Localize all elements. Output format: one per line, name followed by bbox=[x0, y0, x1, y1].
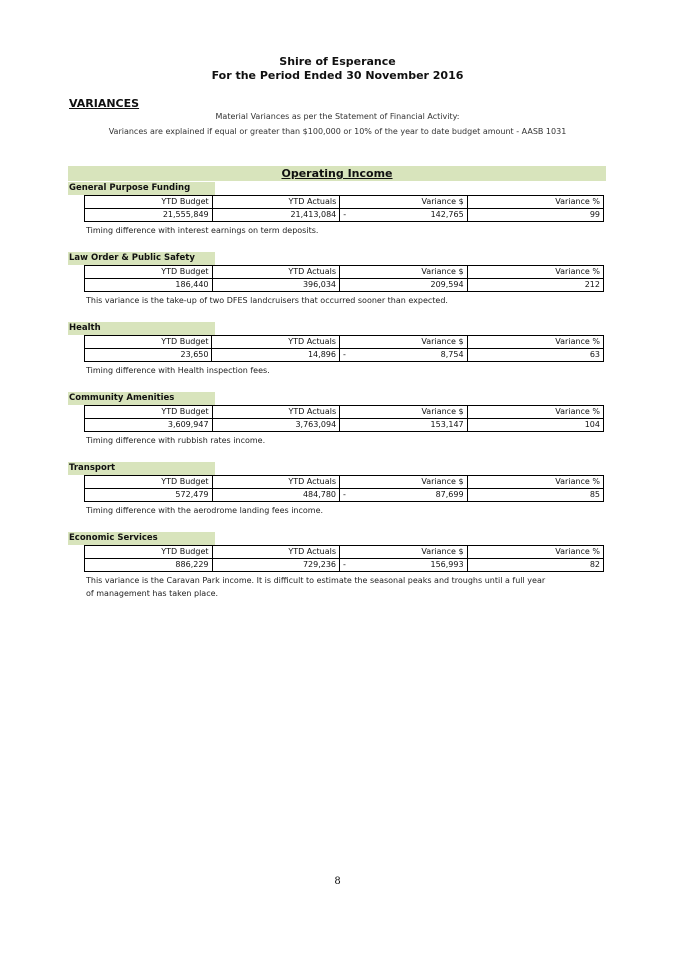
variance-value: 209,594 bbox=[430, 280, 464, 289]
section-general-purpose-funding bbox=[68, 182, 608, 237]
page-number: 8 bbox=[334, 876, 341, 887]
cell-variance-dollar bbox=[340, 559, 468, 572]
header-variance-dollar: Variance $ bbox=[340, 476, 468, 489]
header-variance-dollar: Variance $ bbox=[339, 336, 467, 349]
document-period-title: For the Period Ended 30 November 2016 bbox=[211, 69, 464, 82]
negative-sign: - bbox=[343, 490, 346, 499]
document-org-title: Shire of Esperance bbox=[279, 55, 396, 68]
section-title: General Purpose Funding bbox=[68, 182, 215, 195]
header-variance-dollar: Variance $ bbox=[340, 546, 468, 559]
header-variance-pct: Variance % bbox=[467, 336, 603, 349]
header-ytd-budget: YTD Budget bbox=[85, 196, 213, 209]
section-economic-services bbox=[68, 532, 608, 600]
header-ytd-actuals: YTD Actuals bbox=[212, 476, 340, 489]
cell-ytd-budget: 3,609,947 bbox=[85, 419, 213, 432]
header-variance-pct: Variance % bbox=[467, 476, 603, 489]
negative-sign: - bbox=[343, 210, 347, 219]
table-row bbox=[85, 209, 604, 222]
header-variance-pct: Variance % bbox=[467, 546, 603, 559]
cell-variance-dollar bbox=[340, 419, 467, 432]
variance-value: 156,993 bbox=[430, 560, 464, 569]
cell-ytd-actuals: 14,896 bbox=[212, 349, 339, 362]
section-note: Timing difference with the aerodrome landing fees income. bbox=[86, 506, 324, 515]
section-note: This variance is the take-up of two DFES landcruisers that occurred sooner than expected. bbox=[86, 296, 448, 305]
section-title: Law Order & Public Safety bbox=[68, 252, 215, 265]
variance-value: 153,147 bbox=[430, 420, 464, 429]
header-variance-dollar: Variance $ bbox=[340, 266, 468, 279]
header-ytd-actuals: YTD Actuals bbox=[212, 196, 340, 209]
section-note: Timing difference with Health inspection fees. bbox=[86, 366, 270, 375]
cell-variance-pct: 99 bbox=[467, 209, 603, 222]
operating-income-heading: Operating Income bbox=[281, 167, 393, 180]
variance-value: 87,699 bbox=[435, 490, 464, 499]
section-title: Health bbox=[68, 322, 215, 335]
section-health bbox=[68, 322, 608, 377]
section-note: Timing difference with interest earnings on term deposits. bbox=[86, 226, 319, 235]
header-variance-dollar: Variance $ bbox=[340, 406, 467, 419]
section-note-continued: of management has taken place. bbox=[86, 589, 219, 598]
cell-variance-dollar bbox=[340, 279, 468, 292]
cell-variance-pct: 82 bbox=[467, 559, 603, 572]
header-variance-dollar: Variance $ bbox=[340, 196, 467, 209]
table-header-row bbox=[85, 336, 604, 349]
variance-table bbox=[84, 475, 604, 502]
cell-ytd-budget: 886,229 bbox=[85, 559, 213, 572]
header-variance-pct: Variance % bbox=[467, 266, 603, 279]
cell-variance-dollar bbox=[339, 349, 467, 362]
table-header-row bbox=[85, 196, 604, 209]
header-ytd-actuals: YTD Actuals bbox=[212, 266, 340, 279]
header-ytd-budget: YTD Budget bbox=[85, 546, 213, 559]
cell-ytd-actuals: 3,763,094 bbox=[212, 419, 340, 432]
variance-value: 142,765 bbox=[430, 210, 464, 219]
section-title: Community Amenities bbox=[68, 392, 215, 405]
cell-ytd-actuals: 484,780 bbox=[212, 489, 340, 502]
section-title: Economic Services bbox=[68, 532, 215, 545]
cell-variance-pct: 63 bbox=[467, 349, 603, 362]
cell-ytd-actuals: 396,034 bbox=[212, 279, 340, 292]
cell-variance-pct: 85 bbox=[467, 489, 603, 502]
header-ytd-budget: YTD Budget bbox=[85, 266, 213, 279]
subtitle-material-variances: Material Variances as per the Statement of Financial Activity: bbox=[215, 112, 460, 121]
section-transport bbox=[68, 462, 608, 517]
section-law-order-public-safety bbox=[68, 252, 608, 307]
header-ytd-actuals: YTD Actuals bbox=[212, 336, 339, 349]
cell-ytd-budget: 23,650 bbox=[85, 349, 212, 362]
header-variance-pct: Variance % bbox=[467, 196, 603, 209]
cell-variance-dollar bbox=[340, 209, 467, 222]
table-row bbox=[85, 349, 604, 362]
table-row bbox=[85, 279, 604, 292]
header-ytd-budget: YTD Budget bbox=[85, 406, 213, 419]
table-header-row bbox=[85, 476, 604, 489]
header-ytd-actuals: YTD Actuals bbox=[212, 546, 340, 559]
table-header-row bbox=[85, 546, 604, 559]
negative-sign: - bbox=[343, 560, 346, 569]
cell-ytd-budget: 21,555,849 bbox=[85, 209, 213, 222]
variance-table bbox=[84, 545, 604, 572]
negative-sign: - bbox=[342, 350, 346, 359]
table-row bbox=[85, 489, 604, 502]
cell-ytd-budget: 186,440 bbox=[85, 279, 213, 292]
section-note: Timing difference with rubbish rates income. bbox=[86, 436, 266, 445]
table-row bbox=[85, 419, 604, 432]
section-community-amenities bbox=[68, 392, 608, 447]
header-ytd-budget: YTD Budget bbox=[85, 476, 213, 489]
table-header-row bbox=[85, 406, 604, 419]
variance-value: 8,754 bbox=[440, 350, 464, 359]
section-title: Transport bbox=[68, 462, 215, 475]
cell-variance-pct: 104 bbox=[467, 419, 603, 432]
cell-ytd-actuals: 21,413,084 bbox=[212, 209, 340, 222]
header-variance-pct: Variance % bbox=[467, 406, 603, 419]
cell-variance-dollar bbox=[340, 489, 468, 502]
variance-table bbox=[84, 405, 604, 432]
cell-ytd-actuals: 729,236 bbox=[212, 559, 340, 572]
table-row bbox=[85, 559, 604, 572]
cell-ytd-budget: 572,479 bbox=[85, 489, 213, 502]
cell-variance-pct: 212 bbox=[467, 279, 603, 292]
variance-table bbox=[84, 335, 604, 362]
operating-income-bar bbox=[68, 166, 606, 181]
header-ytd-budget: YTD Budget bbox=[85, 336, 212, 349]
header-ytd-actuals: YTD Actuals bbox=[212, 406, 340, 419]
section-note: This variance is the Caravan Park income. It is difficult to estimate the seasonal peaks and troughs until a full year bbox=[86, 576, 546, 585]
variances-heading: VARIANCES bbox=[69, 97, 140, 110]
variance-table bbox=[84, 195, 604, 222]
subtitle-threshold: Variances are explained if equal or greater than $100,000 or 10% of the year to date budget amount - AASB 1031 bbox=[108, 127, 567, 136]
table-header-row bbox=[85, 266, 604, 279]
variance-table bbox=[84, 265, 604, 292]
